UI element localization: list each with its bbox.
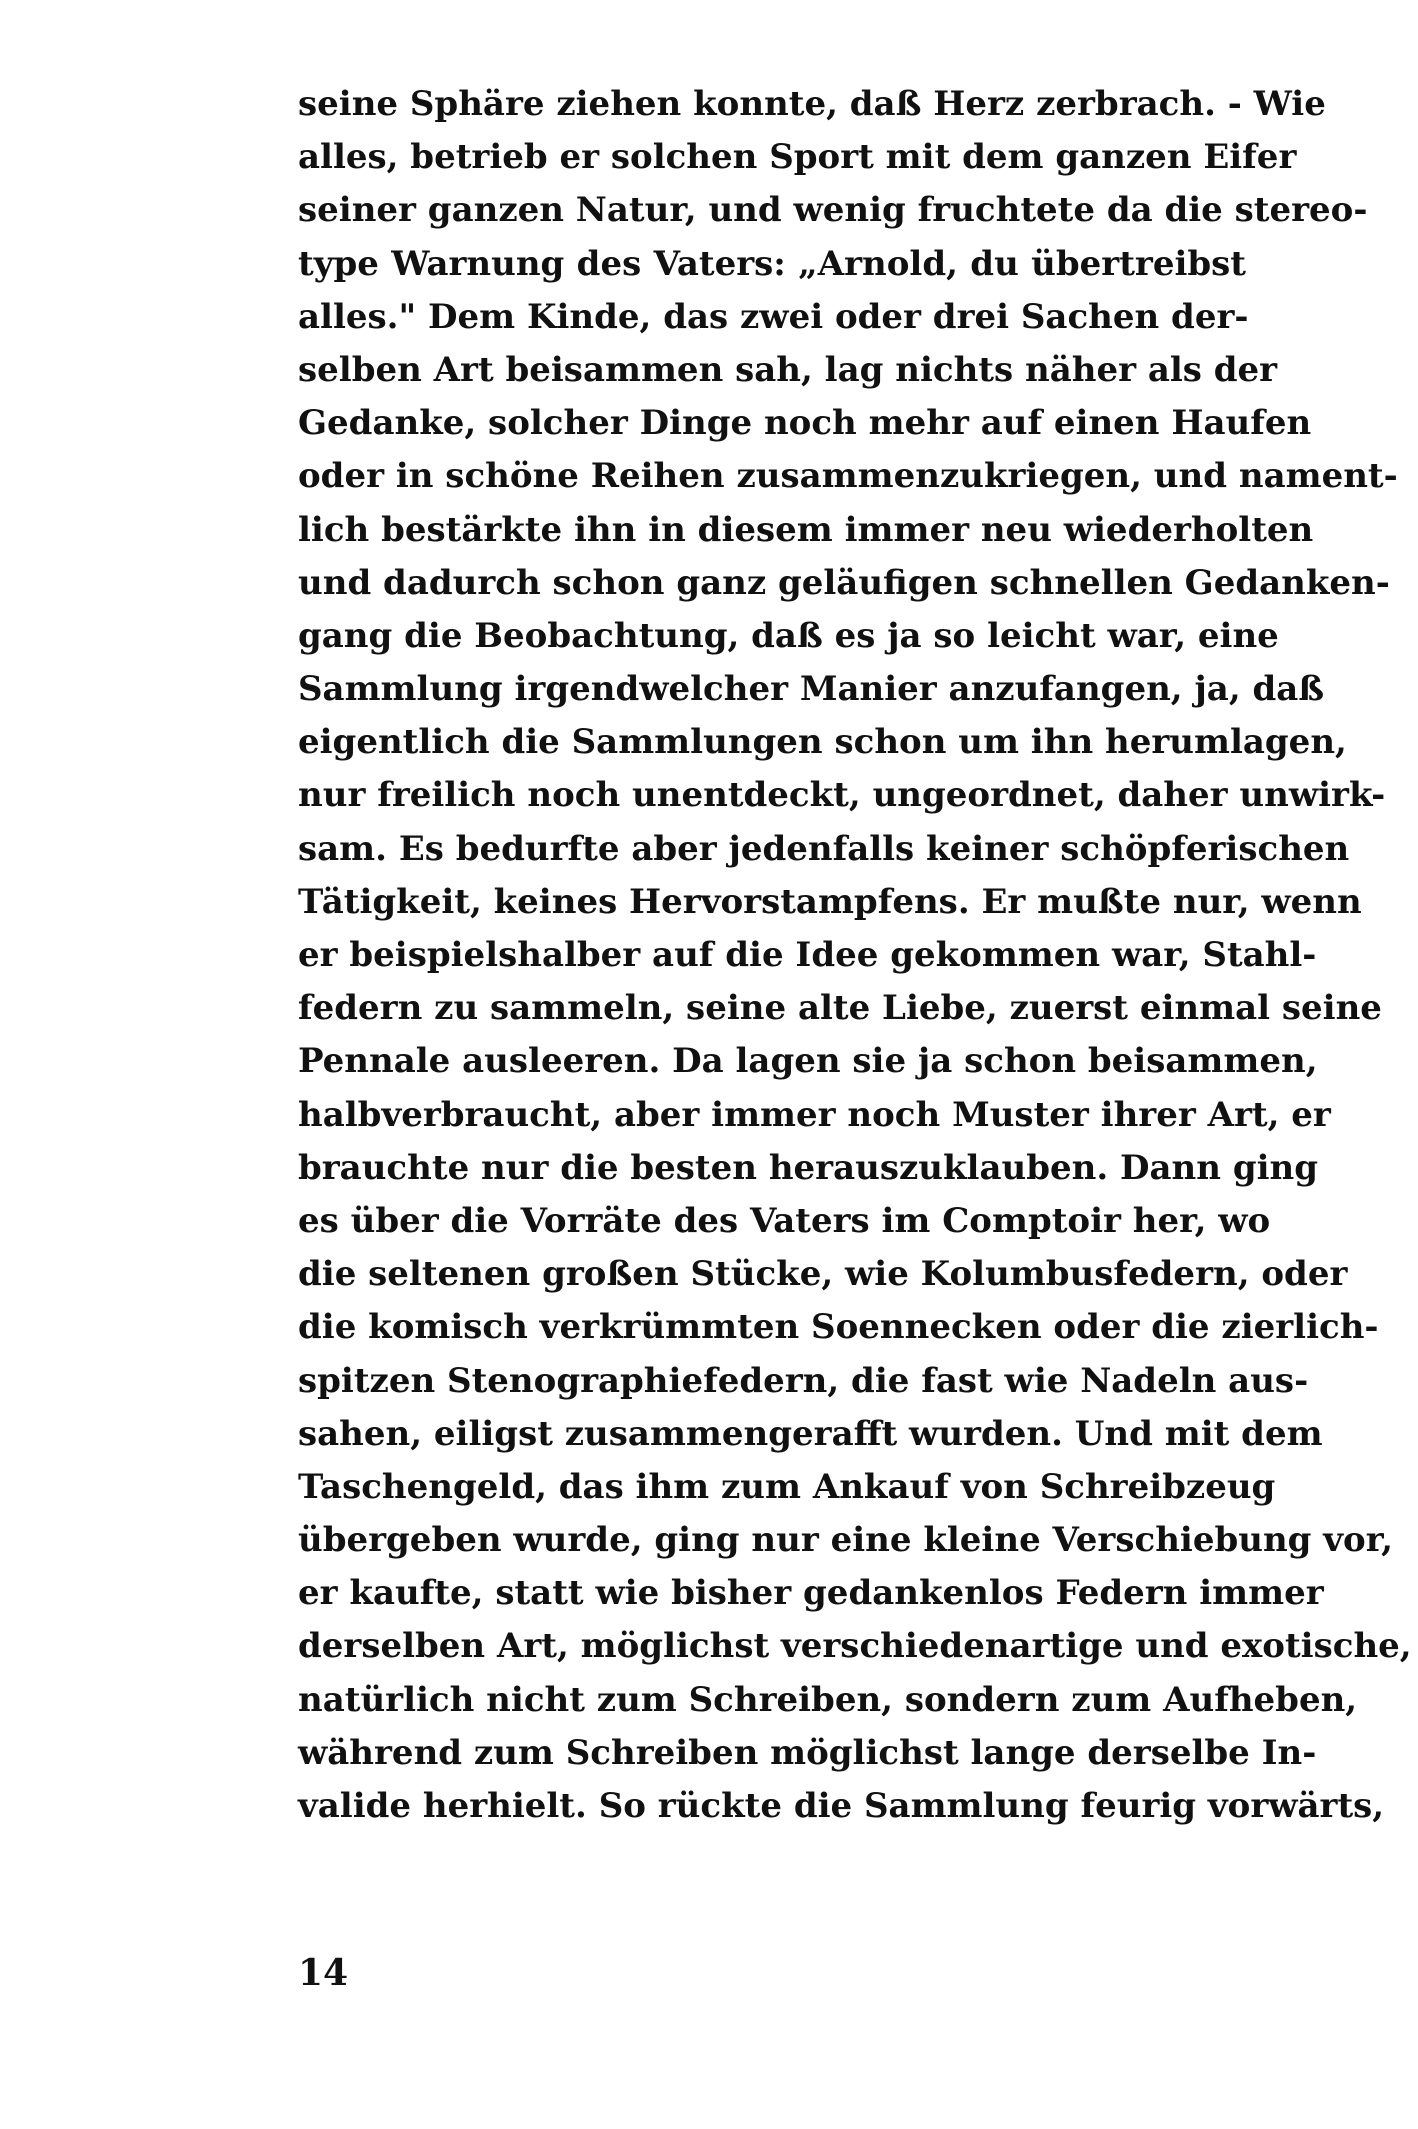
text-line-20: halbverbraucht, aber immer noch Muster ihrer Art, er — [298, 1094, 1331, 1135]
text-line-9: lich bestärkte ihn in diesem immer neu wiederholten — [298, 509, 1314, 550]
text-line-27: Taschengeld, das ihm zum Ankauf von Schreibzeug — [298, 1466, 1276, 1507]
text-line-15: sam. Es bedurfte aber jedenfalls keiner schöpferischen — [298, 828, 1350, 869]
text-line-33: valide herhielt. So rückte die Sammlung feurig vorwärts, — [298, 1786, 1385, 1826]
text-line-21: brauchte nur die besten herauszuklauben. Dann ging — [298, 1147, 1318, 1188]
text-line-31: natürlich nicht zum Schreiben, sondern zum Aufheben, — [298, 1679, 1358, 1720]
text-line-6: selben Art beisammen sah, lag nichts näher als der — [298, 349, 1278, 390]
text-line-23: die seltenen großen Stücke, wie Kolumbusfedern, oder — [298, 1254, 1348, 1295]
text-line-17: er beispielshalber auf die Idee gekommen war, Stahl- — [298, 935, 1317, 975]
text-line-5: alles." Dem Kinde, das zwei oder drei Sachen der- — [298, 296, 1249, 337]
text-line-16: Tätigkeit, keines Hervorstampfens. Er mußte nur, wenn — [298, 881, 1362, 922]
text-line-19: Pennale ausleeren. Da lagen sie ja schon beisammen, — [298, 1041, 1318, 1082]
text-line-13: eigentlich die Sammlungen schon um ihn herumlagen, — [298, 722, 1347, 763]
text-line-26: sahen, eiligst zusammengerafft wurden. Und mit dem — [298, 1413, 1323, 1454]
text-line-24: die komisch verkrümmten Soennecken oder die zierlich- — [298, 1307, 1379, 1348]
text-line-11: gang die Beobachtung, daß es ja so leicht war, eine — [298, 615, 1279, 656]
text-line-28: übergeben wurde, ging nur eine kleine Verschiebung vor, — [298, 1520, 1393, 1561]
text-line-25: spitzen Stenographiefedern, die fast wie Nadeln aus- — [298, 1360, 1309, 1401]
page-number: 14 — [298, 1952, 349, 1994]
text-line-14: nur freilich noch unentdeckt, ungeordnet, daher unwirk- — [298, 775, 1386, 816]
text-line-8: oder in schöne Reihen zusammenzukriegen, und nament- — [298, 456, 1398, 497]
text-line-30: derselben Art, möglichst verschiedenartige und exotische, — [298, 1626, 1412, 1667]
body-text — [298, 78, 1412, 1833]
text-line-3: seiner ganzen Natur, und wenig fruchtete da die stereo- — [298, 190, 1368, 231]
text-line-18: federn zu sammeln, seine alte Liebe, zuerst einmal seine — [298, 988, 1382, 1029]
text-line-4: type Warnung des Vaters: „Arnold, du übertreibst — [298, 243, 1246, 284]
text-line-10: und dadurch schon ganz geläufigen schnellen Gedanken- — [298, 562, 1390, 603]
text-line-29: er kaufte, statt wie bisher gedankenlos Federn immer — [298, 1573, 1324, 1614]
text-line-2: alles, betrieb er solchen Sport mit dem ganzen Eifer — [298, 137, 1297, 178]
text-line-12: Sammlung irgendwelcher Manier anzufangen, ja, daß — [298, 669, 1325, 710]
text-line-1: seine Sphäre ziehen konnte, daß Herz zerbrach. - Wie — [298, 84, 1326, 124]
text-line-22: es über die Vorräte des Vaters im Comptoir her, wo — [298, 1200, 1271, 1241]
text-line-32: während zum Schreiben möglichst lange derselbe In- — [298, 1732, 1317, 1773]
text-line-7: Gedanke, solcher Dinge noch mehr auf einen Haufen — [298, 403, 1312, 444]
